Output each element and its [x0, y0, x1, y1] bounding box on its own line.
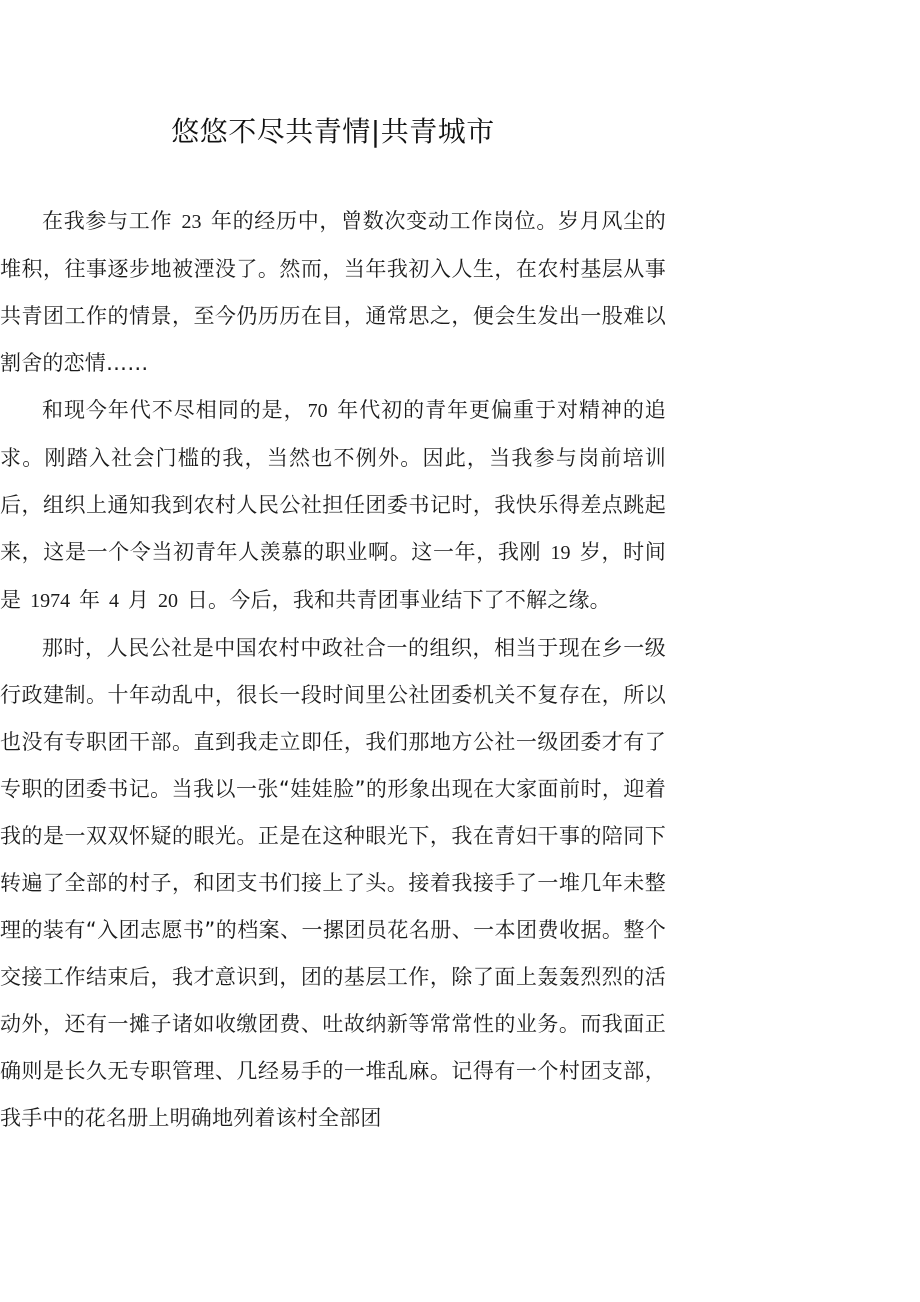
paragraph: 那时，人民公社是中国农村中政社合一的组织，相当于现在乡一级行政建制。十年动乱中，很长一段时间里公社团委机关不复存在，所以也没有专职团干部。直到我走立即任，我们那地方公社一级团委才有了专职的团委书记。当我以一张“娃娃脸”的形象出现在大家面前时，迎着我的是一双双怀疑的眼光。正是在这种眼光下，我在青妇干事的陪同下转遍了全部的村子，和团支书们接上了头。接着我接手了一堆几年未整理的装有“入团志愿书”的档案、一摞团员花名册、一本团费收据。整个交接工作结束后，我才意识到，团的基层工作，除了面上轰轰烈烈的活动外，还有一摊子诸如收缴团费、吐故纳新等常常性的业务。而我面正确则是长久无专职管理、几经易手的一堆乱麻。记得有一个村团支部，我手中的花名册上明确地列着该村全部团	[0, 636, 666, 1130]
document-body	[0, 198, 666, 1142]
paragraph: 和现今年代不尽相同的是， 70 年代初的青年更偏重于对精神的追求。刚踏入社会门槛的我，当然也不例外。因此，当我参与岗前培训后，组织上通知我到农村人民公社担任团委书记时，我快乐得差点跳起来，这是一个令当初青年人羡慕的职业啊。这一年，我刚 19 岁，时间是 1974 年 4 月 20 日。今后，我和共青团事业结下了不解之缘。	[0, 398, 666, 612]
page-title: 悠悠不尽共青情|共青城市	[171, 115, 495, 148]
paragraph: 在我参与工作 23 年的经历中，曾数次变动工作岗位。岁月风尘的堆积，往事逐步地被湮没了。然而，当年我初入人生，在农村基层从事共青团工作的情景，至今仍历历在目，通常思之，便会生发出一股难以割舍的恋情……	[0, 209, 667, 375]
